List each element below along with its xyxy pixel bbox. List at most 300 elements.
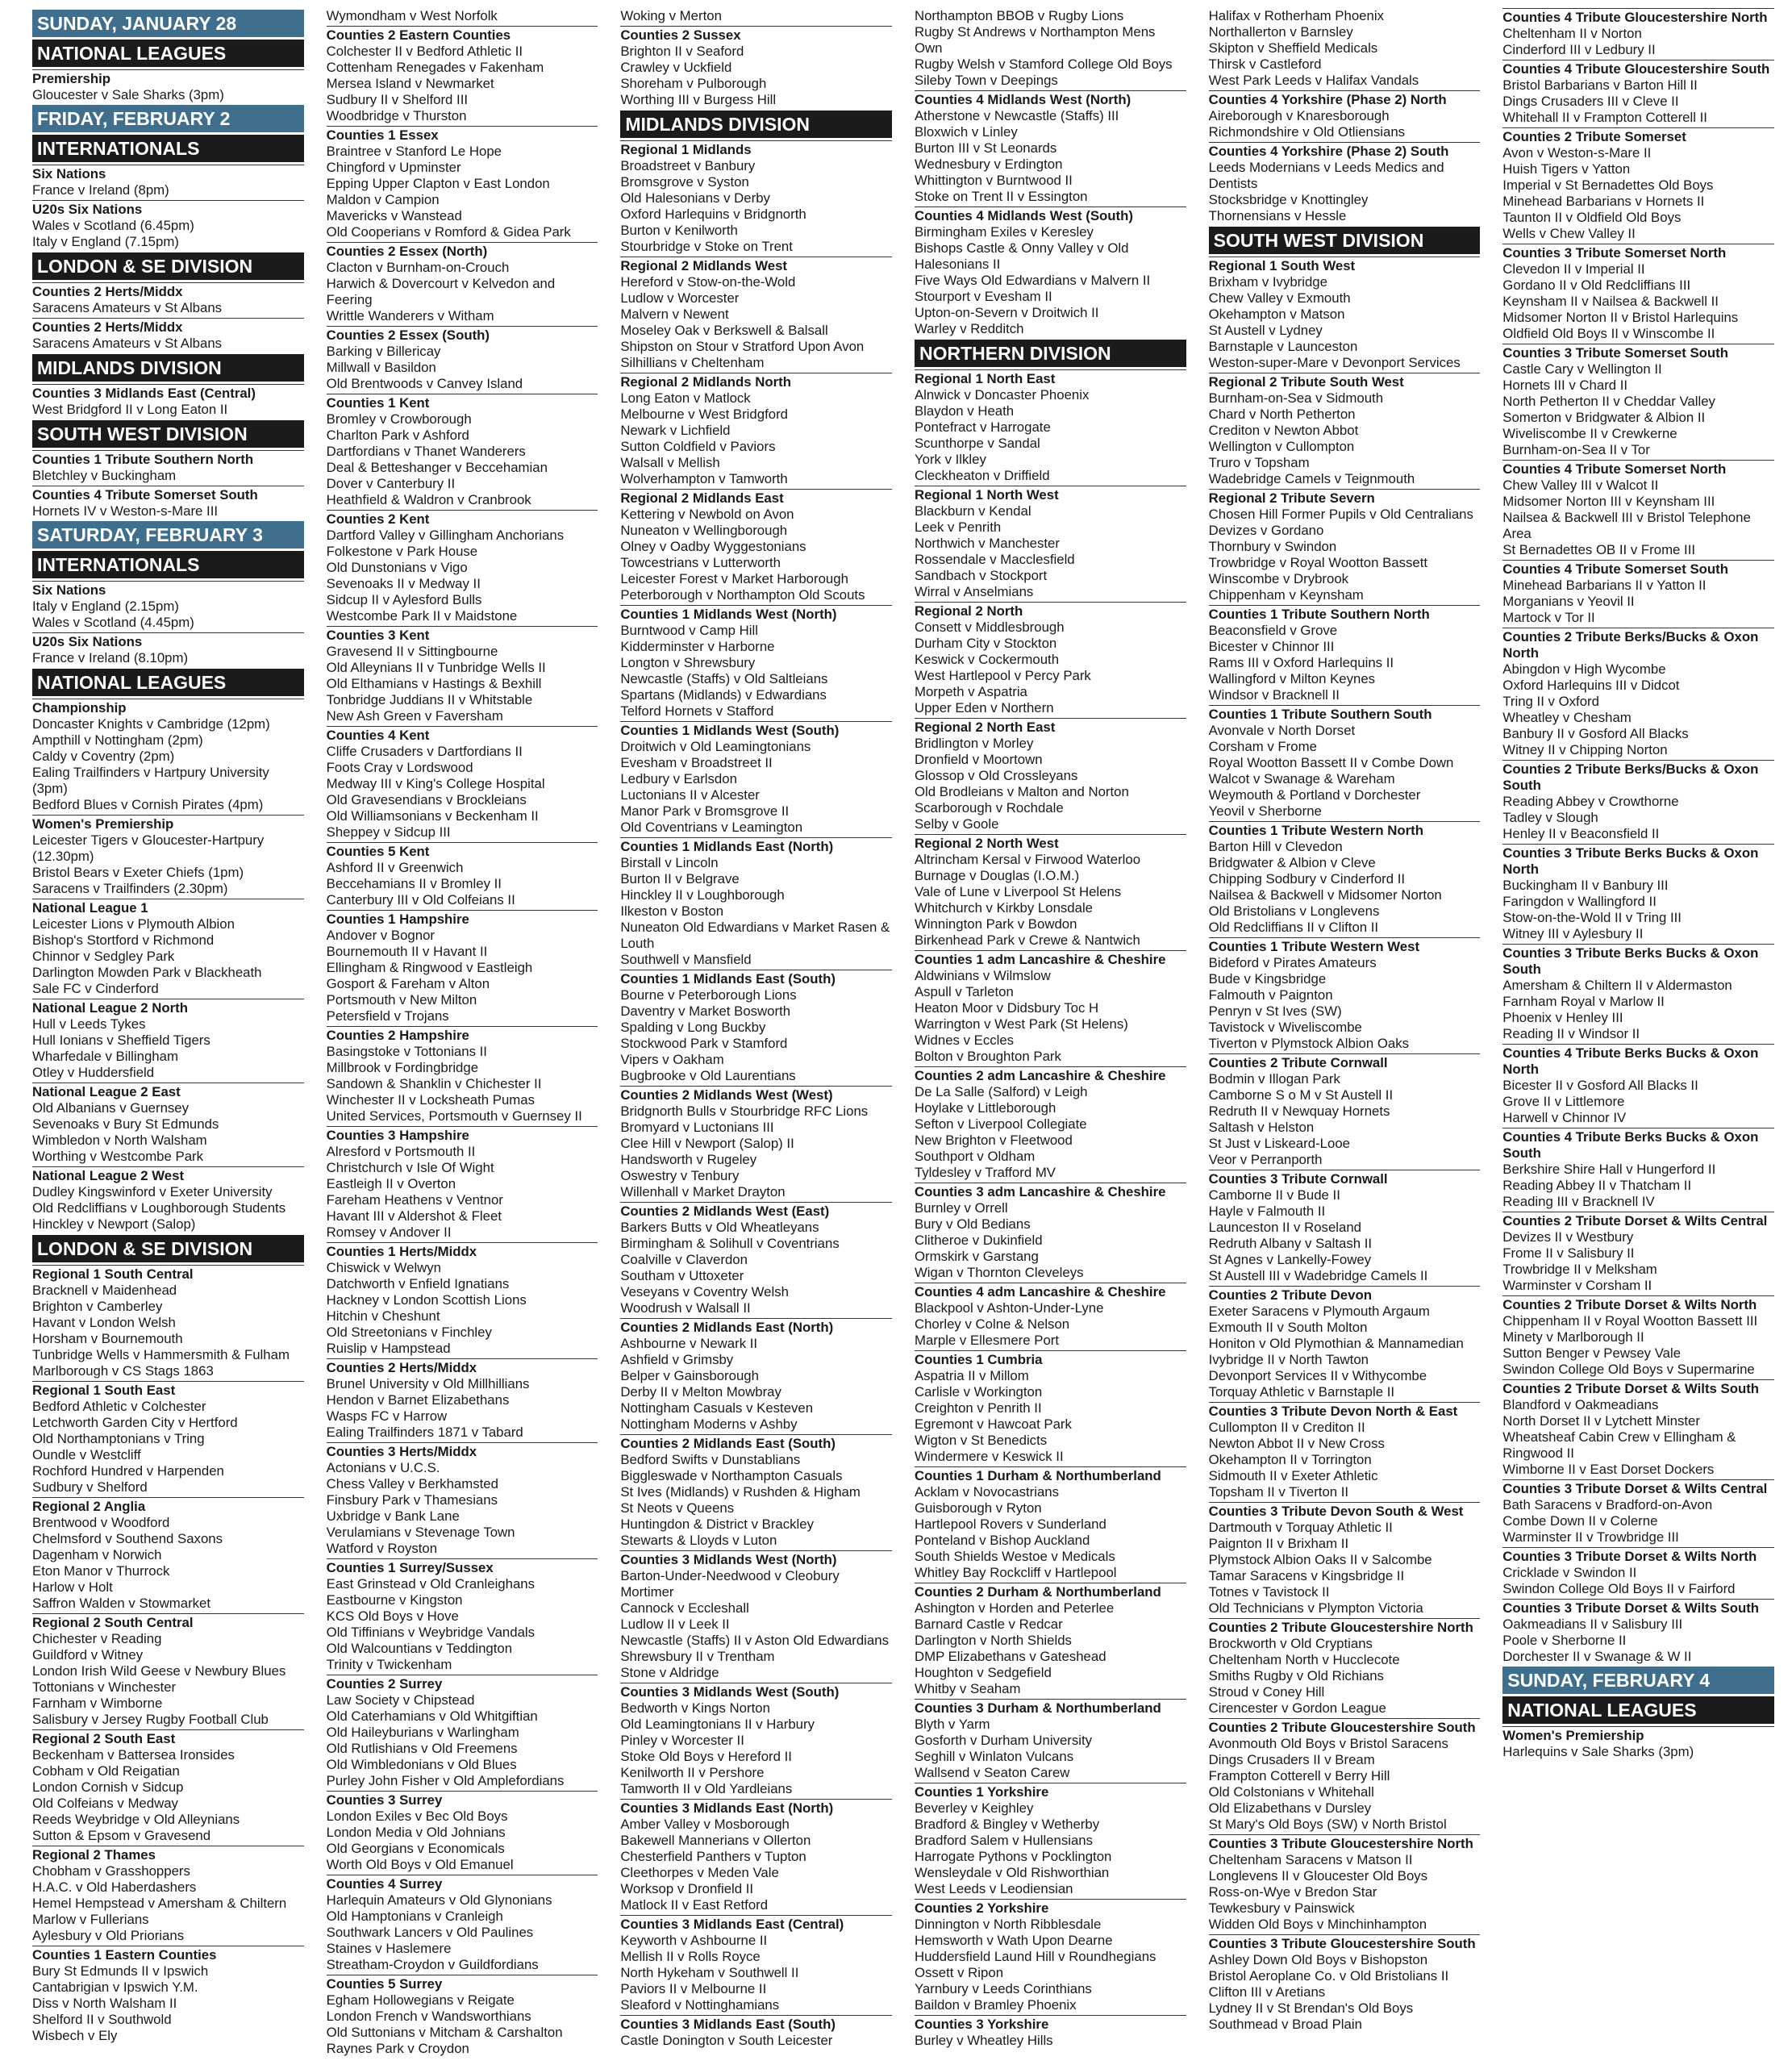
competition-heading: Counties 3 adm Lancashire & Cheshire bbox=[915, 1183, 1186, 1200]
fixture-line: Stroud v Coney Hill bbox=[1208, 1684, 1325, 1700]
fixture-line: Willenhall v Market Drayton bbox=[620, 1184, 786, 1199]
fixture-line: Portsmouth v New Milton bbox=[326, 992, 477, 1007]
fixture-line: Northallerton v Barnsley bbox=[1208, 24, 1353, 40]
fixture-line: Old Georgians v Economicals bbox=[326, 1841, 505, 1856]
fixture-line: Christchurch v Isle Of Wight bbox=[326, 1160, 494, 1175]
fixture-line: Belper v Gainsborough bbox=[620, 1368, 759, 1383]
fixture-line: Bicester v Chinnor III bbox=[1208, 639, 1335, 654]
competition-heading: Counties 3 Midlands West (North) bbox=[620, 1550, 892, 1568]
fixture-line: Ilkeston v Boston bbox=[620, 903, 724, 919]
fixture-line: Worksop v Dronfield II bbox=[620, 1881, 754, 1896]
fixture-line: Woodbridge v Thurston bbox=[326, 108, 467, 123]
fixture-line: Yarnbury v Leeds Corinthians bbox=[914, 1981, 1092, 1996]
fixture-line: Nottingham Moderns v Ashby bbox=[620, 1416, 798, 1432]
competition-heading: Women's Premiership bbox=[32, 815, 304, 832]
fixture-line: Durham City v Stockton bbox=[914, 636, 1057, 651]
competition-heading: Regional 2 Anglia bbox=[32, 1497, 304, 1515]
fixture-line: Dartfordians v Thanet Wanderers bbox=[326, 444, 526, 459]
competition-heading: Counties 1 Tribute Western West bbox=[1209, 937, 1481, 955]
fixture-line: Thirsk v Castleford bbox=[1208, 56, 1322, 72]
competition-heading: Counties 1 Midlands East (South) bbox=[620, 970, 892, 987]
fixture-line: Vale of Lune v Liverpool St Helens bbox=[914, 884, 1122, 899]
fixture-line: Darlington v North Shields bbox=[914, 1633, 1072, 1648]
fixture-line: Old Leamingtonians II v Harbury bbox=[620, 1717, 815, 1732]
fixture-line: Cliffe Crusaders v Dartfordians II bbox=[326, 744, 523, 759]
competition-heading: U20s Six Nations bbox=[32, 632, 304, 650]
competition-heading: Counties 4 Yorkshire (Phase 2) South bbox=[1209, 142, 1481, 160]
competition-heading: Counties 3 Midlands West (South) bbox=[620, 1683, 892, 1700]
fixture-line: London Media v Old Johnians bbox=[326, 1825, 506, 1840]
competition-heading: Counties 3 Tribute Dorset & Wilts Central bbox=[1502, 1479, 1774, 1497]
fixture-line: Horsham v Bournemouth bbox=[32, 1331, 183, 1346]
competition-heading: Counties 3 Tribute Berks Bucks & Oxon North bbox=[1502, 844, 1774, 878]
fixture-line: Alnwick v Doncaster Phoenix bbox=[914, 387, 1090, 403]
fixture-line: Petersfield v Trojans bbox=[326, 1008, 449, 1024]
fixture-line: Wheatsheaf Cabin Crew v Ellingham & Ringwood II bbox=[1502, 1429, 1736, 1461]
fixture-line: Whitby v Seaham bbox=[914, 1681, 1021, 1696]
fixture-line: Barnard Castle v Redcar bbox=[914, 1617, 1063, 1632]
fixture-line: Hayle v Falmouth II bbox=[1208, 1204, 1326, 1219]
fixture-line: Plymstock Albion Oaks II v Salcombe bbox=[1208, 1552, 1432, 1567]
fixture-line: Wadebridge Camels v Teignmouth bbox=[1208, 471, 1415, 486]
fixture-line: Italy v England (7.15pm) bbox=[32, 234, 179, 249]
fixture-line: Bakewell Mannerians v Ollerton bbox=[620, 1833, 811, 1848]
fixture-line: Mavericks v Wanstead bbox=[326, 208, 462, 223]
fixture-line: Bristol Barbarians v Barton Hill II bbox=[1502, 77, 1698, 93]
fixture-line: Deal & Betteshanger v Beccehamian bbox=[326, 460, 548, 475]
fixture-line: Chipping Sodbury v Cinderford II bbox=[1208, 871, 1406, 886]
fixture-line: Paignton II v Brixham II bbox=[1208, 1536, 1349, 1551]
fixture-line: Wallingford v Milton Keynes bbox=[1208, 671, 1376, 686]
competition-heading: Counties 3 Tribute Somerset South bbox=[1502, 344, 1774, 361]
fixture-line: Honiton v Old Plymothian & Mannamedian bbox=[1208, 1336, 1464, 1351]
fixture-line: Mersea Island v Newmarket bbox=[326, 76, 494, 91]
fixture-line: Yeovil v Sherborne bbox=[1208, 803, 1322, 819]
fixture-line: Huntingdon & District v Brackley bbox=[620, 1516, 815, 1532]
fixture-line: Bournemouth II v Havant II bbox=[326, 944, 488, 959]
fixture-line: Hendon v Barnet Elizabethans bbox=[326, 1392, 510, 1408]
fixture-line: Newark v Lichfield bbox=[620, 423, 731, 438]
fixture-line: Reading II v Windsor II bbox=[1502, 1026, 1640, 1041]
fixture-line: Old Dunstonians v Vigo bbox=[326, 560, 468, 575]
competition-heading: Regional 1 South East bbox=[32, 1381, 304, 1399]
fixture-line: Dronfield v Moortown bbox=[914, 752, 1043, 767]
division-banner: SOUTH WEST DIVISION bbox=[1209, 227, 1481, 254]
competition-heading: Counties 2 Tribute Somerset bbox=[1502, 127, 1774, 145]
competition-heading: Regional 2 North West bbox=[915, 834, 1186, 852]
fixture-line: Cheltenham North v Hucclecote bbox=[1208, 1652, 1400, 1667]
fixture-line: Chingford v Upminster bbox=[326, 160, 461, 175]
fixture-line: Torquay Athletic v Barnstaple II bbox=[1208, 1384, 1395, 1400]
competition-heading: Counties 5 Surrey bbox=[327, 1975, 598, 1992]
competition-heading: Counties 2 Tribute Berks/Bucks & Oxon North bbox=[1502, 628, 1774, 661]
fixture-line: Minety v Marlborough II bbox=[1502, 1329, 1644, 1345]
fixture-line: Charlton Park v Ashford bbox=[326, 428, 469, 443]
fixture-line: Avon v Weston-s-Mare II bbox=[1502, 145, 1652, 161]
fixture-line: Actonians v U.C.S. bbox=[326, 1460, 440, 1475]
fixture-line: Harrogate Pythons v Pocklington bbox=[914, 1849, 1112, 1864]
fixture-line: Bromyard v Luctonians III bbox=[620, 1120, 774, 1135]
fixture-line: KCS Old Boys v Hove bbox=[326, 1608, 459, 1624]
fixture-line: Harlow v Holt bbox=[32, 1579, 113, 1595]
fixture-line: Cheltenham Saracens v Matson II bbox=[1208, 1852, 1413, 1867]
fixture-line: Melbourne v West Bridgford bbox=[620, 407, 788, 422]
fixture-line: Frampton Cotterell v Berry Hill bbox=[1208, 1768, 1390, 1783]
fixture-line: Caldy v Coventry (2pm) bbox=[32, 749, 175, 764]
fixture-line: Heathfield & Waldron v Cranbrook bbox=[326, 492, 531, 507]
fixture-line: Dartford Valley v Gillingham Anchorians bbox=[326, 528, 565, 543]
fixture-line: Dinnington v North Ribblesdale bbox=[914, 1917, 1102, 1932]
competition-heading: Counties 2 Surrey bbox=[327, 1675, 598, 1692]
fixture-line: Swindon College Old Boys II v Fairford bbox=[1502, 1581, 1736, 1596]
fixture-line: Canterbury III v Old Colfeians II bbox=[326, 892, 515, 907]
fixture-line: Keyworth v Ashbourne II bbox=[620, 1933, 768, 1948]
competition-heading: Counties 3 Midlands East (North) bbox=[620, 1799, 892, 1817]
competition-heading: Counties 2 Herts/Middx bbox=[32, 282, 304, 300]
fixture-line: Old Rutlishians v Old Freemens bbox=[326, 1741, 518, 1756]
fixture-line: Woking v Merton bbox=[620, 8, 722, 23]
fixture-line: Whittington v Burntwood II bbox=[914, 173, 1073, 188]
fixture-line: Amersham & Chiltern II v Aldermaston bbox=[1502, 978, 1732, 993]
fixture-line: Clevedon II v Imperial II bbox=[1502, 261, 1645, 277]
fixture-line: Long Eaton v Matlock bbox=[620, 390, 751, 406]
fixture-line: Hackney v London Scottish Lions bbox=[326, 1292, 527, 1308]
fixture-line: Morpeth v Aspatria bbox=[914, 684, 1027, 699]
fixture-line: Henley II v Beaconsfield II bbox=[1502, 826, 1660, 841]
fixture-line: Leeds Modernians v Leeds Medics and Dentists bbox=[1208, 160, 1444, 191]
fixture-line: Farnham v Wimborne bbox=[32, 1696, 163, 1711]
fixture-line: Trinity v Twickenham bbox=[326, 1657, 452, 1672]
competition-heading: Regional 2 Tribute Severn bbox=[1209, 489, 1481, 507]
fixture-line: Reeds Weybridge v Old Alleynians bbox=[32, 1812, 240, 1827]
fixture-line: Old Colfeians v Medway bbox=[32, 1796, 178, 1811]
competition-heading: Regional 2 Midlands East bbox=[620, 489, 892, 507]
fixture-line: London French v Wandsworthians bbox=[326, 2009, 531, 2024]
fixture-line: Walsall v Mellish bbox=[620, 455, 720, 470]
competition-heading: Premiership bbox=[32, 69, 304, 87]
competition-heading: Counties 1 Midlands West (South) bbox=[620, 721, 892, 739]
fixture-line: North Dorset II v Lytchett Minster bbox=[1502, 1413, 1700, 1429]
fixture-line: Hitchin v Cheshunt bbox=[326, 1308, 440, 1324]
fixture-line: Shelford II v Southwold bbox=[32, 2012, 172, 2027]
fixture-line: Bicester II v Gosford All Blacks II bbox=[1502, 1078, 1698, 1093]
fixture-line: Marlborough v CS Stags 1863 bbox=[32, 1363, 214, 1379]
fixture-line: Matlock II v East Retford bbox=[620, 1897, 769, 1913]
fixture-line: Bradford Salem v Hullensians bbox=[914, 1833, 1094, 1848]
fixture-line: Tyldesley v Trafford MV bbox=[914, 1165, 1056, 1180]
fixture-line: West Bridgford II v Long Eaton II bbox=[32, 402, 228, 417]
fixture-line: Beccehamians II v Bromley II bbox=[326, 876, 502, 891]
fixture-line: Havant III v Aldershot & Fleet bbox=[326, 1208, 502, 1224]
fixture-line: Chess Valley v Berkhamsted bbox=[326, 1476, 498, 1491]
fixture-line: Wales v Scotland (6.45pm) bbox=[32, 218, 194, 233]
fixture-line: Millwall v Basildon bbox=[326, 360, 436, 375]
fixture-line: Droitwich v Old Leamingtonians bbox=[620, 739, 811, 754]
competition-heading: Counties 4 Tribute Berks Bucks & Oxon North bbox=[1502, 1044, 1774, 1078]
competition-heading: Counties 3 Tribute Devon South & West bbox=[1209, 1502, 1481, 1520]
fixture-line: Winnington Park v Bowdon bbox=[914, 916, 1077, 932]
fixture-line: Barkers Butts v Old Wheatleyans bbox=[620, 1220, 819, 1235]
fixture-line: Aspull v Tarleton bbox=[914, 984, 1014, 999]
fixture-line: Hoylake v Littleborough bbox=[914, 1100, 1056, 1116]
fixture-line: Marlow v Fullerians bbox=[32, 1912, 149, 1927]
fixture-line: St Agnes v Lankelly-Fowey bbox=[1208, 1252, 1372, 1267]
fixture-line: Chippenham II v Royal Wootton Bassett III bbox=[1502, 1313, 1758, 1329]
competition-heading: Counties 2 Sussex bbox=[620, 26, 892, 44]
competition-heading: National League 2 North bbox=[32, 999, 304, 1016]
competition-heading: Counties 3 Tribute Somerset North bbox=[1502, 244, 1774, 261]
fixture-line: Acklam v Novocastrians bbox=[914, 1484, 1060, 1500]
fixture-line: Glossop v Old Crossleyans bbox=[914, 768, 1078, 783]
fixture-line: Wednesbury v Erdington bbox=[914, 156, 1063, 172]
competition-heading: Counties 1 Hampshire bbox=[327, 910, 598, 928]
fixture-line: Evesham v Broadstreet II bbox=[620, 755, 773, 770]
competition-heading: Counties 3 Tribute Devon North & East bbox=[1209, 1402, 1481, 1420]
fixture-line: Tewkesbury v Painswick bbox=[1208, 1900, 1355, 1916]
fixture-line: Biggleswade v Northampton Casuals bbox=[620, 1468, 843, 1483]
fixture-line: Barnstaple v Launceston bbox=[1208, 339, 1358, 354]
fixture-line: Newcastle (Staffs) v Old Saltleians bbox=[620, 671, 828, 686]
fixture-line: Birmingham & Solihull v Coventrians bbox=[620, 1236, 840, 1251]
competition-heading: Counties 2 Tribute Devon bbox=[1209, 1286, 1481, 1304]
fixture-line: Okehampton v Matson bbox=[1208, 307, 1345, 322]
fixture-line: Sevenoaks II v Medway II bbox=[326, 576, 481, 591]
fixture-line: Ellingham & Ringwood v Eastleigh bbox=[326, 960, 533, 975]
fixture-line: Harlequin Amateurs v Old Glynonians bbox=[326, 1892, 552, 1908]
fixture-line: Leicester Lions v Plymouth Albion bbox=[32, 916, 235, 932]
fixture-line: Exmouth II v South Molton bbox=[1208, 1320, 1368, 1335]
fixture-line: Silhillians v Cheltenham bbox=[620, 355, 765, 370]
competition-heading: Counties 1 Yorkshire bbox=[915, 1783, 1186, 1800]
fixture-line: Chew Valley III v Walcot II bbox=[1502, 478, 1659, 493]
date-banner: SUNDAY, FEBRUARY 4 bbox=[1502, 1667, 1774, 1694]
fixture-line: Newcastle (Staffs) II v Aston Old Edwardians bbox=[620, 1633, 889, 1648]
competition-heading: Counties 2 Tribute Berks/Bucks & Oxon South bbox=[1502, 760, 1774, 794]
fixture-line: Derby II v Melton Mowbray bbox=[620, 1384, 781, 1400]
fixture-line: Wellington v Cullompton bbox=[1208, 439, 1355, 454]
fixture-line: Dings Crusaders III v Cleve II bbox=[1502, 94, 1679, 109]
fixture-line: Sutton Coldfield v Paviors bbox=[620, 439, 776, 454]
fixture-line: Castle Donington v South Leicester bbox=[620, 2033, 833, 2048]
competition-heading: U20s Six Nations bbox=[32, 200, 304, 218]
fixture-line: Hornets III v Chard II bbox=[1502, 378, 1628, 393]
fixture-line: Northwich v Manchester bbox=[914, 536, 1060, 551]
fixture-line: Manor Park v Bromsgrove II bbox=[620, 803, 790, 819]
fixture-line: Old Brentwoods v Canvey Island bbox=[326, 376, 523, 391]
fixture-line: Bury v Old Bedians bbox=[914, 1216, 1031, 1232]
fixture-line: Sale FC v Cinderford bbox=[32, 981, 159, 996]
fixture-line: London Cornish v Sidcup bbox=[32, 1779, 184, 1795]
competition-heading: Counties 2 Yorkshire bbox=[915, 1899, 1186, 1917]
fixture-line: Warminster v Corsham II bbox=[1502, 1278, 1652, 1293]
fixture-line: Old Haileyburians v Warlingham bbox=[326, 1725, 519, 1740]
fixture-line: Frome II v Salisbury II bbox=[1502, 1245, 1635, 1261]
fixture-line: Southwark Lancers v Old Paulines bbox=[326, 1925, 534, 1940]
fixture-line: Bury St Edmunds II v Ipswich bbox=[32, 1963, 209, 1979]
competition-heading: Counties 1 Durham & Northumberland bbox=[915, 1466, 1186, 1484]
fixture-line: Maldon v Campion bbox=[326, 192, 440, 207]
fixture-line: Sandown & Shanklin v Chichester II bbox=[326, 1076, 542, 1091]
fixture-line: Clee Hill v Newport (Salop) II bbox=[620, 1136, 794, 1151]
fixture-line: Heaton Moor v Didsbury Toc H bbox=[914, 1000, 1099, 1016]
fixture-line: Baildon v Bramley Phoenix bbox=[914, 1997, 1077, 2013]
fixture-line: Somerton v Bridgwater & Albion II bbox=[1502, 410, 1706, 425]
fixture-line: Burnley v Orrell bbox=[914, 1200, 1008, 1216]
competition-heading: Counties 1 Herts/Middx bbox=[327, 1242, 598, 1260]
fixture-line: Luctonians II v Alcester bbox=[620, 787, 760, 803]
fixture-line: Widden Old Boys v Minchinhampton bbox=[1208, 1917, 1427, 1932]
fixture-line: Rugby St Andrews v Northampton Mens Own bbox=[914, 24, 1156, 56]
competition-heading: Six Nations bbox=[32, 581, 304, 599]
fixture-line: Phoenix v Henley III bbox=[1502, 1010, 1623, 1025]
competition-heading: Counties 1 Surrey/Sussex bbox=[327, 1558, 598, 1576]
competition-heading: Counties 2 Herts/Middx bbox=[327, 1358, 598, 1376]
fixture-line: Guildford v Witney bbox=[32, 1647, 144, 1662]
fixture-line: Tamar Saracens v Kingsbridge II bbox=[1208, 1568, 1405, 1583]
fixture-line: West Leeds v Leodiensian bbox=[914, 1881, 1073, 1896]
competition-heading: Counties 4 Tribute Somerset South bbox=[32, 486, 304, 503]
fixture-line: Huddersfield Laund Hill v Roundhegians bbox=[914, 1949, 1156, 1964]
fixture-line: Old Technicians v Plympton Victoria bbox=[1208, 1600, 1423, 1616]
fixture-line: Camborne II v Bude II bbox=[1208, 1187, 1340, 1203]
fixture-line: Watford v Royston bbox=[326, 1541, 438, 1556]
fixture-line: Oxford Harlequins v Bridgnorth bbox=[620, 206, 806, 222]
fixture-line: Oundle v Westcliff bbox=[32, 1447, 141, 1462]
fixture-line: Egham Hollowegians v Reigate bbox=[326, 1992, 515, 2008]
fixture-line: Staines v Haslemere bbox=[326, 1941, 452, 1956]
fixture-line: Bracknell v Maidenhead bbox=[32, 1283, 177, 1298]
fixture-line: Gordano II v Old Redcliffians III bbox=[1502, 277, 1691, 293]
fixture-line: Oswestry v Tenbury bbox=[620, 1168, 740, 1183]
fixture-line: Tamworth II v Old Yardleians bbox=[620, 1781, 793, 1796]
fixture-line: Warley v Redditch bbox=[914, 321, 1024, 336]
fixture-line: Reading Abbey v Crowthorne bbox=[1502, 794, 1679, 809]
fixture-line: Clitheroe v Dukinfield bbox=[914, 1233, 1043, 1248]
competition-heading: National League 2 West bbox=[32, 1166, 304, 1184]
fixture-line: Harwich & Dovercourt v Kelvedon and Feering bbox=[326, 276, 556, 307]
fixture-line: Smiths Rugby v Old Richians bbox=[1208, 1668, 1384, 1683]
fixture-line: Pinley v Worcester II bbox=[620, 1733, 744, 1748]
fixture-line: Houghton v Sedgefield bbox=[914, 1665, 1052, 1680]
fixture-line: Dings Crusaders II v Bream bbox=[1208, 1752, 1375, 1767]
competition-heading: Counties 2 Herts/Middx bbox=[32, 318, 304, 336]
competition-heading: Counties 4 Yorkshire (Phase 2) North bbox=[1209, 90, 1481, 108]
fixture-line: Reading Abbey II v Thatcham II bbox=[1502, 1178, 1692, 1193]
fixture-line: Cleethorpes v Meden Vale bbox=[620, 1865, 779, 1880]
fixture-line: France v Ireland (8.10pm) bbox=[32, 650, 189, 665]
fixture-line: Burnham-on-Sea v Sidmouth bbox=[1208, 390, 1384, 406]
fixture-line: Wheatley v Chesham bbox=[1502, 710, 1632, 725]
fixture-line: Dorchester II v Swanage & W II bbox=[1502, 1649, 1692, 1664]
fixture-line: Ashington v Horden and Peterlee bbox=[914, 1600, 1115, 1616]
fixture-line: Martock v Tor II bbox=[1502, 610, 1595, 625]
fixture-line: Weymouth & Portland v Dorchester bbox=[1208, 787, 1421, 803]
fixture-line: Ossett v Ripon bbox=[914, 1965, 1004, 1980]
fixture-line: Bishops Castle & Onny Valley v Old Halesonians II bbox=[914, 240, 1129, 272]
fixture-line: Old Coventrians v Leamington bbox=[620, 820, 803, 835]
competition-heading: Counties 3 Midlands East (Central) bbox=[32, 384, 304, 402]
fixture-line: Streatham-Croydon v Guildfordians bbox=[326, 1957, 539, 1972]
fixture-line: Colchester II v Bedford Athletic II bbox=[326, 44, 523, 59]
fixture-line: Spalding v Long Buckby bbox=[620, 1020, 766, 1035]
fixture-line: Nailsea & Backwell III v Bristol Telephone Area bbox=[1502, 510, 1751, 541]
fixture-line: Minehead Barbarians II v Yatton II bbox=[1502, 578, 1707, 593]
fixture-line: Kidderminster v Harborne bbox=[620, 639, 775, 654]
competition-heading: Counties 4 Surrey bbox=[327, 1875, 598, 1892]
fixture-line: Veor v Perranporth bbox=[1208, 1152, 1323, 1167]
fixture-line: Old Redcliffians II v Clifton II bbox=[1208, 920, 1379, 935]
fixture-line: Keswick v Cockermouth bbox=[914, 652, 1060, 667]
fixture-line: Bridgwater & Albion v Cleve bbox=[1208, 855, 1376, 870]
competition-heading: Counties 3 Midlands East (South) bbox=[620, 2015, 892, 2033]
competition-heading: Counties 1 Midlands East (North) bbox=[620, 837, 892, 855]
fixture-line: Corsham v Frome bbox=[1208, 739, 1317, 754]
fixture-line: Bedworth v Kings Norton bbox=[620, 1700, 770, 1716]
fixture-line: Cheltenham II v Norton bbox=[1502, 26, 1642, 41]
fixture-line: Windsor v Bracknell II bbox=[1208, 687, 1340, 703]
fixture-line: Handsworth v Rugeley bbox=[620, 1152, 757, 1167]
competition-heading: National League 1 bbox=[32, 899, 304, 916]
fixture-line: Bedford Athletic v Colchester bbox=[32, 1399, 206, 1414]
fixture-line: Launceston II v Roseland bbox=[1208, 1220, 1362, 1235]
competition-heading: Counties 4 Tribute Somerset North bbox=[1502, 460, 1774, 478]
fixture-line: Sleaford v Nottinghamians bbox=[620, 1997, 780, 2013]
division-banner: LONDON & SE DIVISION bbox=[32, 1235, 304, 1262]
competition-heading: Regional 2 Tribute South West bbox=[1209, 373, 1481, 390]
fixture-line: West Park Leeds v Halifax Vandals bbox=[1208, 73, 1419, 88]
fixture-line: Darlington Mowden Park v Blackheath bbox=[32, 965, 262, 980]
fixture-line: Tottonians v Winchester bbox=[32, 1679, 177, 1695]
fixture-line: Seghill v Winlaton Vulcans bbox=[914, 1749, 1074, 1764]
fixture-line: Lydney II v St Brendan's Old Boys bbox=[1208, 2000, 1414, 2016]
division-banner: NATIONAL LEAGUES bbox=[32, 669, 304, 696]
fixture-line: Abingdon v High Wycombe bbox=[1502, 661, 1666, 677]
competition-heading: Counties 3 Tribute Dorset & Wilts South bbox=[1502, 1599, 1774, 1617]
fixture-line: Faringdon v Wallingford II bbox=[1502, 894, 1657, 909]
fixture-line: Ruislip v Hampstead bbox=[326, 1341, 451, 1356]
competition-heading: Counties 2 Tribute Cornwall bbox=[1209, 1053, 1481, 1071]
fixture-line: Italy v England (2.15pm) bbox=[32, 599, 179, 614]
fixture-line: Barking v Billericay bbox=[326, 344, 441, 359]
fixture-line: Upton-on-Severn v Droitwich II bbox=[914, 305, 1099, 320]
fixture-line: Old Albanians v Guernsey bbox=[32, 1100, 190, 1116]
fixture-line: Witney III v Aylesbury II bbox=[1502, 926, 1644, 941]
fixture-line: Rugby Welsh v Stamford College Old Boys bbox=[914, 56, 1173, 72]
fixture-line: Ledbury v Earlsdon bbox=[620, 771, 737, 786]
fixture-line: Verulamians v Stevenage Town bbox=[326, 1525, 515, 1540]
competition-heading: Counties 4 Tribute Gloucestershire South bbox=[1502, 60, 1774, 77]
fixture-line: Chard v North Petherton bbox=[1208, 407, 1356, 422]
fixture-line: Malvern v Newent bbox=[620, 307, 729, 322]
competition-heading: Counties 2 Midlands West (East) bbox=[620, 1202, 892, 1220]
fixture-line: Chichester v Reading bbox=[32, 1631, 162, 1646]
fixture-line: Wharfedale v Billingham bbox=[32, 1049, 178, 1064]
competition-heading: Regional 2 North East bbox=[915, 718, 1186, 736]
fixture-line: Sevenoaks v Bury St Edmunds bbox=[32, 1116, 219, 1132]
competition-heading: Counties 2 Hampshire bbox=[327, 1026, 598, 1044]
fixture-line: Taunton II v Oldfield Old Boys bbox=[1502, 210, 1682, 225]
fixture-line: Paviors II v Melbourne II bbox=[620, 1981, 767, 1996]
fixture-line: Birmingham Exiles v Keresley bbox=[914, 224, 1094, 240]
fixture-line: Bishop's Stortford v Richmond bbox=[32, 932, 215, 948]
competition-heading: Counties 2 adm Lancashire & Cheshire bbox=[915, 1066, 1186, 1084]
fixture-line: Scarborough v Rochdale bbox=[914, 800, 1064, 816]
fixture-line: Thornensians v Hessle bbox=[1208, 208, 1347, 223]
fixture-line: Bristol Aeroplane Co. v Old Bristolians II bbox=[1208, 1968, 1449, 1984]
competition-heading: Regional 2 South Central bbox=[32, 1613, 304, 1631]
fixture-line: Leicester Forest v Market Harborough bbox=[620, 571, 848, 586]
fixture-line: Westcombe Park II v Maidstone bbox=[326, 608, 518, 624]
